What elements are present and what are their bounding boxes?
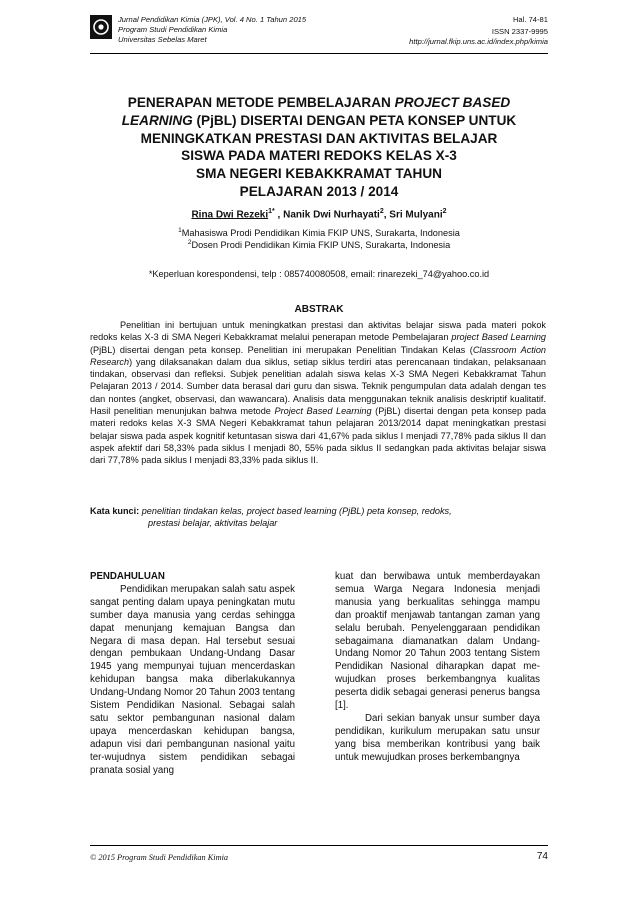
section-heading: PENDAHULUAN [90,571,165,582]
keywords-line2: prestasi belajar, aktivitas belajar [148,518,278,529]
abstract-body [90,319,546,467]
author-1: Rina Dwi Rezeki [191,209,269,221]
abstract-text-4: (PjBL) disertai dengan peta konsep pada materi redoks kelas X-3 SMA Negeri Kebakkramat tahun pelajaran 2013/2014 dapat meningkatkan prestasi belajar siswa pada aspek kognitif ketuntasan siswa dari 41,67% pada siklus I menjadi 77,78% pada siklus II dan aspek afektif dari 58,33% pada siklus I menjadi 80, 55% pada siklus II sedangkan pada aktivitas belajar siswa dari 77,78% pada siklus I menjadi 83,33% pada siklus II. [90,406,547,466]
page-number: 74 [536,851,548,862]
journal-university: Universitas Sebelas Maret [118,35,207,44]
copyright: © 2015 Program Studi Pendidikan Kimia [90,853,229,862]
title-line3: MENINGKATKAN PRESTASI DAN AKTIVITAS BELAJAR [140,130,498,146]
affiliation-2 [0,237,638,251]
header-rule [90,53,548,54]
keywords-label: Kata kunci: [90,506,140,516]
keywords-line1: penelitian tindakan kelas, project based learning (PjBL) peta konsep, redoks, [139,506,452,516]
abstract-text-2: (PjBL) disertai dengan peta konsep. Penelitian ini merupakan Penelitian Tindakan Kelas ( [90,344,473,355]
footer-rule [90,845,548,846]
journal-program: Program Studi Pendidikan Kimia [118,25,228,34]
left-column [90,571,295,778]
affiliation-1-text: Mahasiswa Prodi Pendidikan Kimia FKIP UNS, Surakarta, Indonesia [181,228,460,239]
affiliation-2-text: Dosen Prodi Pendidikan Kimia FKIP UNS, Surakarta, Indonesia [191,240,451,251]
title-line2b: (PjBL) DISERTAI DENGAN PETA KONSEP UNTUK [192,112,517,128]
abstract-heading: ABSTRAK [294,304,344,315]
journal-name: Jurnal Pendidikan Kimia (JPK), Vol. 4 No. 1 Tahun 2015 [118,15,307,24]
author-1-sup: 1* [268,208,275,215]
right-column [335,571,540,765]
author-2: , Nanik Dwi Nurhayati [274,209,380,221]
paper-title [70,94,568,201]
journal-logo-icon [90,15,112,39]
abstract-italic-1: project Based Learning [451,332,547,343]
page-range: Hal. 74-81 [512,15,548,24]
right-paragraph-1: kuat dan berwibawa untuk memberdayakan semua Warga Negara Indonesia menjadi manusia yang berkualitas sehingga mampu dan proaktif menjawab tantangan zaman yang selalu berubah. Penyelenggaraan pendidikan sebagaimana diamanatkan dalam Undang-Undang Nomor 20 Tahun 2003 tentang Sistem Pendidikan Nasional diharapkan dapat me-wujudkan proses berkembangnya kualitas peserta didik sebagai generasi penerus bangsa [1]. [335,571,540,712]
abstract-text-1: Penelitian ini bertujuan untuk meningkatkan prestasi dan aktivitas belajar siswa pada materi pokok redoks kelas X-3 di SMA Negeri Kebakkramat melalui penerapan metode Pembelajaran [90,320,546,343]
left-paragraph: Pendidikan merupakan salah satu aspek sangat penting dalam upaya peningkatan mutu sumber daya manusia yang cerdas sehingga dapat menunjang kemajuan Bangsa dan Negara di masa depan. Hal tersebut sesuai dengan pembukaan Undang-Undang Dasar 1945 yang mempunyai tujuan mencerdaskan kehidupan bangsa maka diberlakukannya Undang-Undang Nomor 20 Tahun 2003 tentang Sistem Pendidikan Nasional. Sebagai salah satu sektor pembangunan nasional dalam upaya mencerdaskan kehidupan bangsa, adapun visi dari pembangunan nasional yaitu ter-wujudnya sistem pendidikan sebagai pranata sosial yang [90,583,295,776]
title-line2a: LEARNING [121,112,193,128]
title-line1b: PROJECT BASED [394,95,511,110]
author-3: , Sri Mulyani [383,209,443,221]
title-line5: SMA NEGERI KEBAKKRAMAT TAHUN [196,166,442,182]
title-line6: PELAJARAN 2013 / 2014 [239,183,399,199]
abstract-italic-2: Classroom Action Research [90,344,546,367]
keywords [90,505,546,530]
abstract-text-3: ) yang dilaksanakan dalam dua siklus, setiap siklus terdiri atas perencanaan tindakan, pelaksanaan tindakan, observasi dan refleksi. Subjek penelitian adalah siswa kelas X-3 SMA Negeri Kebakkramat Tahun Pelajaran 2013 / 2014. Sumber data berasal dari guru dan siswa. Teknik pengumpulan data adalah dengan tes dan nontes (angket, observasi, dan wawancara). Analisis data menggunakan teknik analisis deskriptif kualitatif. Hasil penelitian menunjukan bahwa metode [90,356,546,417]
correspondence: *Keperluan korespondensi, telp : 085740080508, email: rinarezeki_74@yahoo.co.id [148,269,490,279]
issn: ISSN 2337-9995 [491,27,548,36]
right-paragraph-2: Dari sekian banyak unsur sumber daya pendidikan, kurikulum merupakan satu unsur yang bisa memberikan kontribusi yang baik untuk mewujudkan proses berkembangnya [335,712,540,763]
title-line1a: PENERAPAN METODE PEMBELAJARAN [127,95,395,110]
author-2-sup: 2 [379,208,384,215]
author-list [0,208,638,220]
abstract-italic-3: Project Based Learning [274,406,372,417]
journal-url[interactable]: http://jurnal.fkip.uns.ac.id/index.php/kimia [409,37,548,46]
author-3-sup: 2 [442,208,447,215]
title-line4: SISWA PADA MATERI REDOKS KELAS X-3 [181,148,457,164]
affiliation-1-sup: 1 [178,227,182,234]
affiliation-2-sup: 2 [187,239,192,246]
